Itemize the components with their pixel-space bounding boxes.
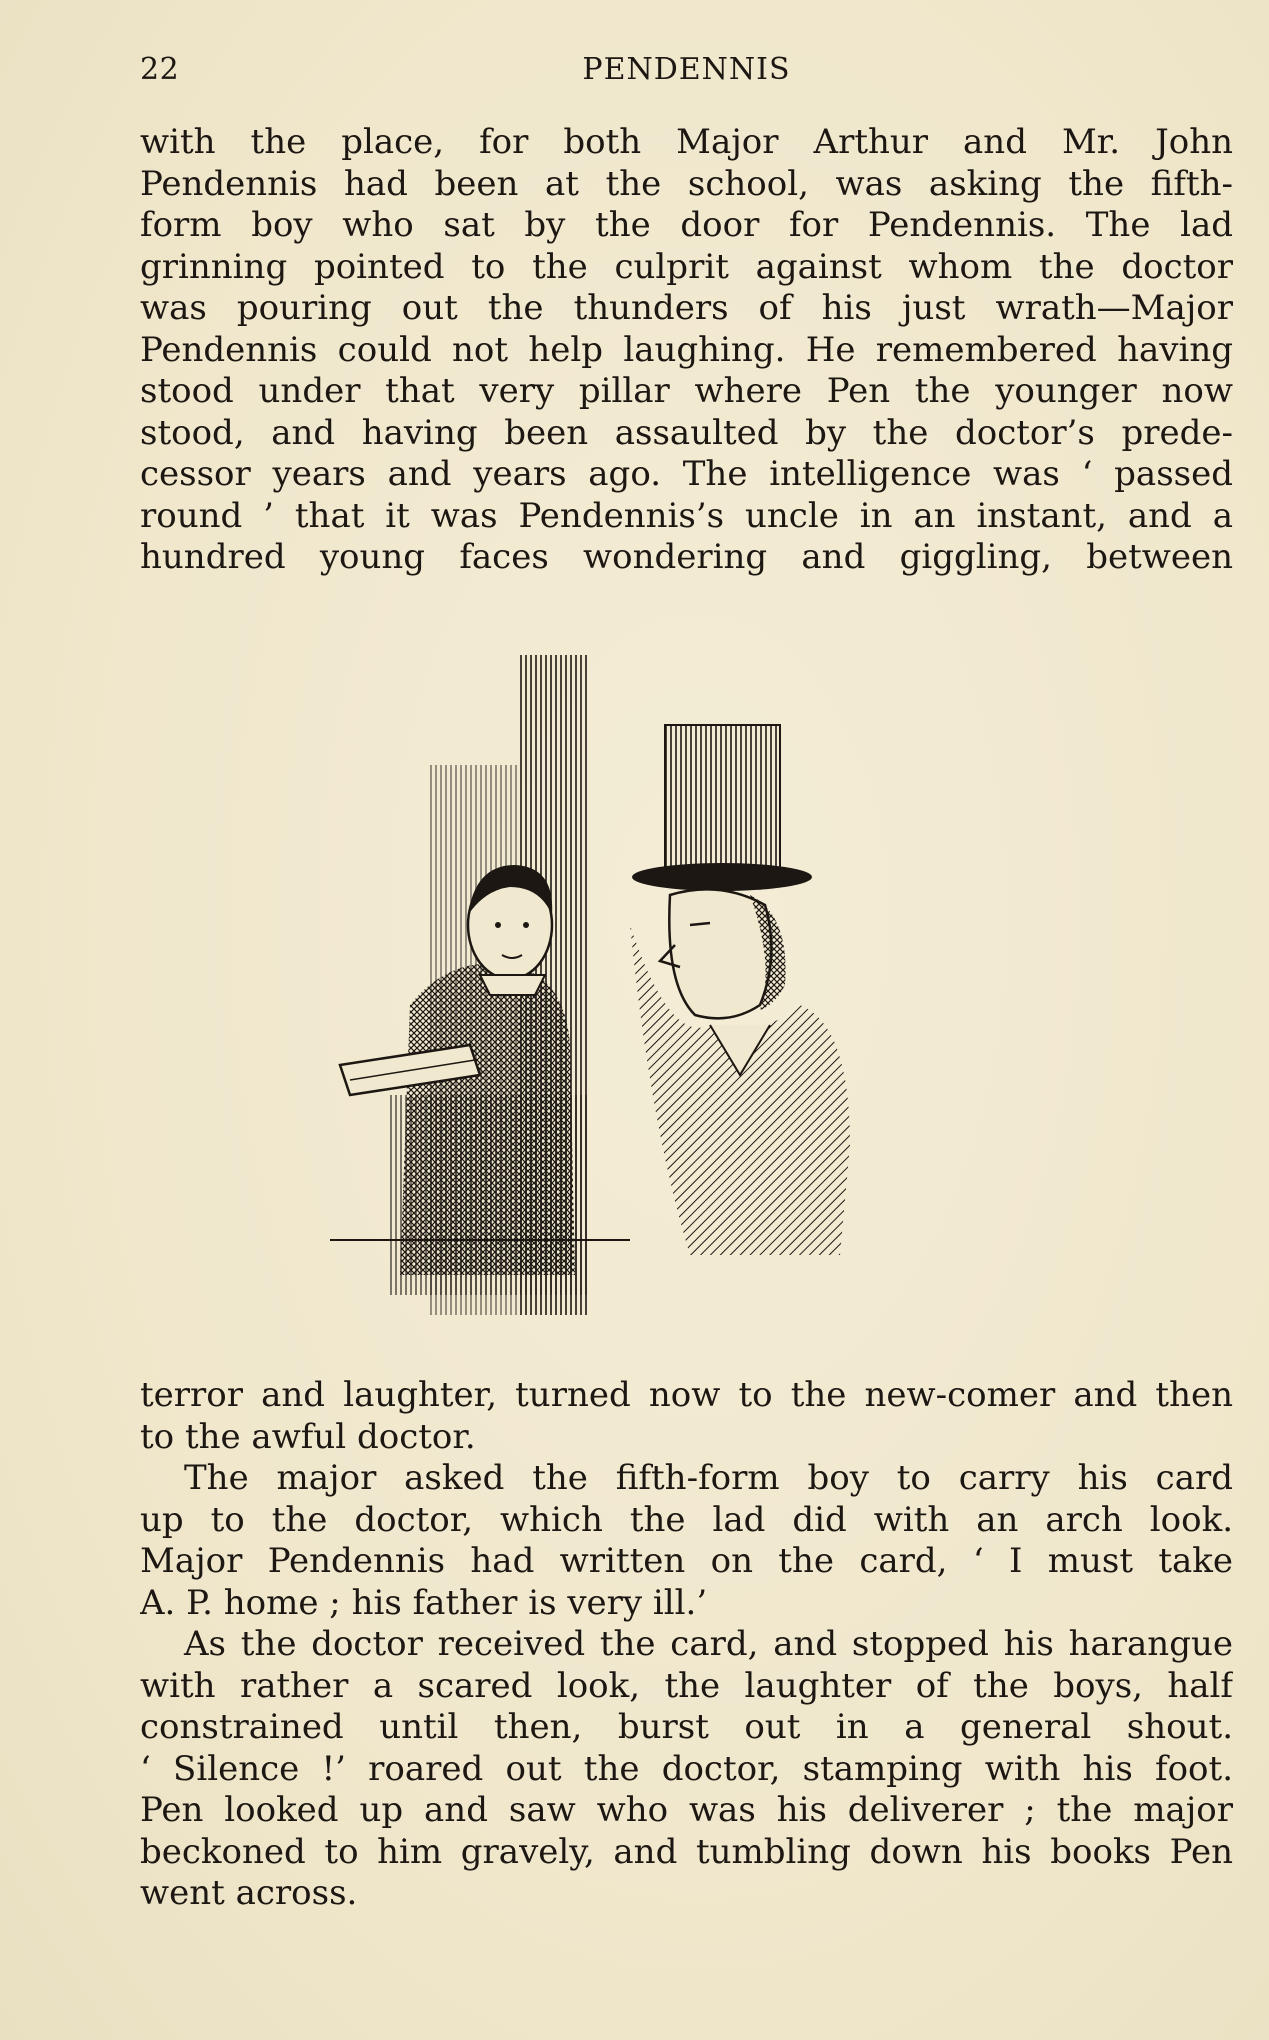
text-line: cessor years and years ago. The intelligence was ‘ passed bbox=[140, 454, 1233, 494]
text-line: The major asked the fifth-form boy to carry his card bbox=[184, 1458, 1233, 1498]
text-line: ‘ Silence !’ roared out the doctor, stamping with his foot. bbox=[140, 1748, 1233, 1789]
text-line: went across. bbox=[140, 1873, 358, 1913]
page-header bbox=[140, 52, 1233, 92]
text-line: grinning pointed to the culprit against whom the doctor bbox=[140, 246, 1233, 287]
text-line: A. P. home ; his father is very ill.’ bbox=[140, 1582, 708, 1623]
text-line: constrained until then, burst out in a general shout. bbox=[140, 1707, 1233, 1747]
paragraph-top bbox=[140, 122, 1233, 579]
illustration-drawing bbox=[330, 625, 1030, 1315]
text-line: beckoned to him gravely, and tumbling down his books Pen bbox=[140, 1831, 1233, 1872]
text-line: stood under that very pillar where Pen the younger now bbox=[140, 371, 1233, 411]
text-line: Pen looked up and saw who was his deliverer ; the major bbox=[140, 1790, 1233, 1830]
page-number: 22 bbox=[140, 52, 180, 87]
major-figure bbox=[630, 725, 850, 1255]
text-line: Pendennis could not help laughing. He remembered having bbox=[140, 329, 1233, 370]
text-line: As the doctor received the card, and stopped his harangue bbox=[184, 1624, 1233, 1664]
text-line: up to the doctor, which the lad did with an arch look. bbox=[140, 1499, 1233, 1540]
text-line: hundred young faces wondering and giggling, between bbox=[140, 537, 1233, 577]
text-line: with the place, for both Major Arthur and Mr. John bbox=[140, 122, 1233, 162]
engraving-illustration bbox=[330, 625, 1030, 1315]
text-line: round ’ that it was Pendennis’s uncle in an instant, and a bbox=[140, 495, 1233, 536]
desk-railing bbox=[390, 1095, 590, 1295]
text-line: Major Pendennis had written on the card, ‘ I must take bbox=[140, 1541, 1233, 1581]
text-line: with rather a scared look, the laughter of the boys, half bbox=[140, 1665, 1233, 1706]
text-line: form boy who sat by the door for Pendennis. The lad bbox=[140, 205, 1233, 245]
text-line: terror and laughter, turned now to the new-comer and then bbox=[140, 1375, 1233, 1415]
running-head: PENDENNIS bbox=[582, 52, 791, 87]
text-line: stood, and having been assaulted by the doctor’s prede- bbox=[140, 412, 1233, 453]
paragraph-bottom bbox=[140, 1375, 1233, 1915]
text-line: Pendennis had been at the school, was asking the fifth- bbox=[140, 163, 1233, 204]
text-line: to the awful doctor. bbox=[140, 1416, 476, 1457]
text-line: was pouring out the thunders of his just wrath—Major bbox=[140, 288, 1233, 328]
